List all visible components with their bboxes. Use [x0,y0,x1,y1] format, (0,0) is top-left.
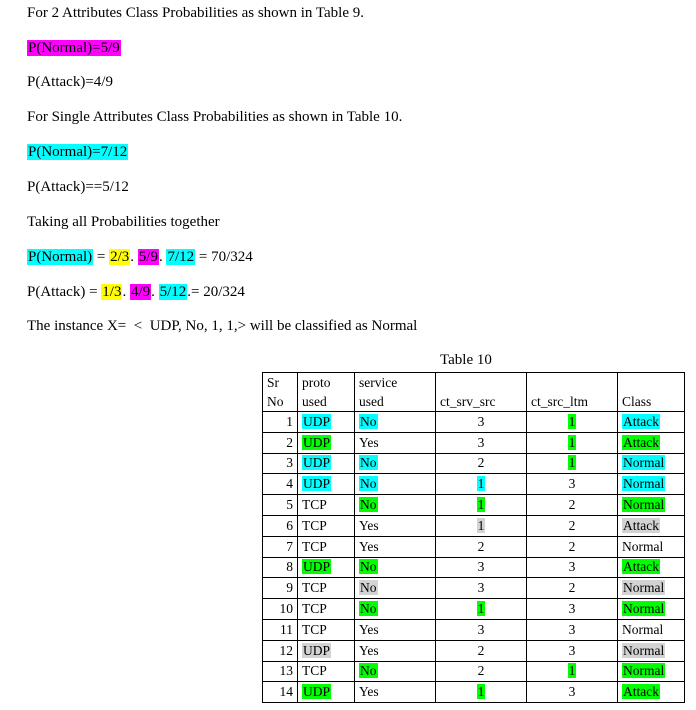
cell-class-text: Attack [623,517,659,533]
cell-class [618,432,685,453]
cell-sr-no-text: 1 [286,413,293,429]
cell-ct-src-ltm-text: 2 [568,580,576,596]
cell-sr-no [263,682,298,703]
factor-2-3: 2/3 [110,249,130,265]
cell-class [618,412,685,433]
cell-sr-no [263,536,298,557]
cell-service [355,682,436,703]
cell-proto [298,474,355,495]
cell-class-text: Normal [622,538,664,554]
cell-service-text: No [360,413,377,429]
cell-class-text: Normal [623,642,665,658]
cell-sr-no [263,432,298,453]
cell-class [618,557,685,578]
cell-proto-text: UDP [303,642,331,658]
cell-ct-src-ltm-text: 3 [568,621,576,637]
cell-proto [298,578,355,599]
table-caption: Table 10 [440,352,492,368]
table-row [263,536,685,557]
p-attack-combined [27,283,245,301]
cell-sr-no [263,515,298,536]
header-proto-used: proto used [298,373,355,412]
cell-ct-src-ltm [527,619,618,640]
cell-ct-srv-src [436,682,527,703]
cell-proto-text: TCP [302,497,327,513]
cell-ct-srv-src [436,599,527,620]
cell-sr-no-text: 7 [286,538,293,554]
table-row [263,453,685,474]
cell-ct-src-ltm [527,640,618,661]
cell-sr-no [263,453,298,474]
cell-ct-srv-src-text: 1 [477,601,485,617]
cell-service-text: No [360,455,377,471]
cell-sr-no [263,557,298,578]
cell-ct-src-ltm [527,536,618,557]
cell-ct-src-ltm-text: 1 [568,413,576,429]
cell-class-text: Attack [623,684,659,700]
cell-service [355,495,436,516]
combine-heading: Taking all Probabilities together [27,214,220,230]
cell-ct-src-ltm-text: 1 [568,434,576,450]
cell-sr-no-text: 8 [286,559,293,575]
cell-ct-srv-src-text: 1 [477,497,485,513]
factor-4-9: 4/9 [130,284,151,300]
cell-ct-srv-src [436,515,527,536]
cell-class-text: Normal [623,476,665,492]
result-attack: .= 20/324 [187,284,245,300]
cell-proto [298,640,355,661]
cell-ct-srv-src-text: 2 [477,642,485,658]
cell-class [618,661,685,682]
cell-service-text: No [360,663,377,679]
cell-proto-text: UDP [303,455,331,471]
header-service-used: service used [355,373,436,412]
cell-service [355,661,436,682]
cell-ct-srv-src-text: 1 [477,684,485,700]
cell-service-text: Yes [359,517,379,533]
cell-proto [298,619,355,640]
cell-proto [298,536,355,557]
cell-proto-text: TCP [302,580,327,596]
cell-service [355,640,436,661]
cell-ct-src-ltm [527,661,618,682]
p-normal-label: P(Normal) [28,249,93,265]
factor-5-12: 5/12 [159,284,187,300]
cell-ct-src-ltm-text: 2 [568,538,576,554]
cell-ct-srv-src [436,474,527,495]
cell-proto-text: UDP [303,684,331,700]
cell-proto-text: UDP [303,434,331,450]
cell-service-text: No [360,580,377,596]
cell-ct-srv-src-text: 3 [477,559,485,575]
cell-sr-no-text: 3 [286,455,293,471]
cell-ct-srv-src [436,578,527,599]
cell-proto [298,495,355,516]
cell-class [618,453,685,474]
cell-class-text: Normal [623,497,665,513]
cell-ct-src-ltm-text: 3 [568,476,576,492]
cell-service [355,474,436,495]
cell-service [355,432,436,453]
cell-sr-no-text: 10 [279,601,293,617]
cell-service [355,536,436,557]
cell-ct-srv-src-text: 1 [477,476,485,492]
cell-ct-srv-src-text: 3 [477,580,485,596]
cell-proto [298,412,355,433]
dot-sep: . [151,284,159,300]
cell-proto [298,432,355,453]
cell-ct-srv-src [436,619,527,640]
cell-ct-srv-src [436,412,527,433]
cell-ct-srv-src-text: 2 [477,455,485,471]
cell-ct-src-ltm [527,682,618,703]
cell-proto [298,599,355,620]
cell-class [618,536,685,557]
cell-ct-srv-src-text: 3 [477,621,485,637]
factor-5-9: 5/9 [138,249,158,265]
cell-sr-no [263,474,298,495]
cell-service [355,557,436,578]
eq-sign: = [93,249,110,265]
table-row [263,578,685,599]
cell-ct-src-ltm-text: 2 [568,497,576,513]
cell-class-text: Normal [623,663,665,679]
cell-sr-no [263,412,298,433]
p-normal-two-attr-text: P(Normal)=5/9 [28,40,120,56]
cell-service-text: No [360,476,377,492]
cell-proto [298,661,355,682]
intro-single-attributes: For Single Attributes Class Probabilities as shown in Table 10. [27,109,403,125]
cell-class-text: Normal [622,621,664,637]
cell-ct-srv-src-text: 1 [477,517,485,533]
table-row [263,557,685,578]
cell-service [355,578,436,599]
cell-sr-no [263,599,298,620]
table-row [263,682,685,703]
cell-sr-no [263,640,298,661]
cell-ct-srv-src-text: 2 [477,538,485,554]
cell-service-text: No [360,497,377,513]
cell-sr-no [263,619,298,640]
factor-1-3: 1/3 [102,284,122,300]
dot-sep: . [130,249,138,265]
cell-proto-text: TCP [302,538,327,554]
factor-7-12: 7/12 [167,249,195,265]
cell-ct-src-ltm [527,412,618,433]
cell-class-text: Attack [623,413,659,429]
cell-proto [298,453,355,474]
cell-proto [298,515,355,536]
header-sr-no: Sr No [263,373,298,412]
cell-proto-text: UDP [303,476,331,492]
header-ct-src-ltm: ct_src_ltm [527,373,618,412]
cell-ct-srv-src [436,661,527,682]
table-row [263,619,685,640]
cell-proto-text: UDP [303,559,331,575]
p-normal-combined [27,248,253,266]
table-row [263,495,685,516]
p-normal-two-attr [27,39,121,57]
cell-ct-src-ltm-text: 3 [568,601,576,617]
cell-ct-src-ltm [527,515,618,536]
p-attack-single-attr: P(Attack)==5/12 [27,179,129,195]
cell-sr-no-text: 4 [286,476,293,492]
cell-sr-no-text: 14 [279,684,293,700]
cell-sr-no-text: 11 [280,621,293,637]
cell-class [618,495,685,516]
cell-ct-src-ltm-text: 1 [568,455,576,471]
cell-ct-srv-src [436,557,527,578]
p-attack-two-attr: P(Attack)=4/9 [27,74,113,90]
cell-service-text: Yes [359,538,379,554]
cell-proto-text: TCP [302,663,327,679]
cell-ct-src-ltm-text: 3 [568,559,576,575]
cell-ct-srv-src-text: 3 [477,434,485,450]
cell-ct-src-ltm [527,557,618,578]
cell-proto-text: TCP [302,601,327,617]
cell-service-text: No [360,559,377,575]
cell-sr-no [263,495,298,516]
cell-class-text: Normal [623,601,665,617]
data-table [262,372,685,703]
cell-class [618,640,685,661]
header-class: Class [618,373,685,412]
cell-proto-text: TCP [302,621,327,637]
cell-service-text: Yes [359,621,379,637]
cell-ct-srv-src [436,432,527,453]
cell-ct-srv-src-text: 3 [477,413,485,429]
cell-service-text: No [360,601,377,617]
header-ct-srv-src: ct_srv_src [436,373,527,412]
cell-proto-text: TCP [302,517,327,533]
table-row [263,432,685,453]
cell-proto [298,557,355,578]
cell-sr-no-text: 13 [279,663,293,679]
cell-ct-src-ltm-text: 3 [568,684,576,700]
cell-class [618,515,685,536]
cell-ct-srv-src [436,453,527,474]
cell-service-text: Yes [359,684,379,700]
cell-ct-src-ltm-text: 3 [568,642,576,658]
table-header-row [263,373,685,412]
cell-service [355,515,436,536]
cell-ct-srv-src [436,536,527,557]
cell-proto-text: UDP [303,413,331,429]
dot-sep: . [122,284,130,300]
table-row [263,412,685,433]
cell-sr-no-text: 12 [279,642,293,658]
cell-service [355,412,436,433]
table-row [263,661,685,682]
cell-sr-no [263,578,298,599]
p-normal-single-attr-text: P(Normal)=7/12 [28,144,128,160]
cell-sr-no-text: 5 [286,497,293,513]
result-normal: = 70/324 [195,249,253,265]
cell-class-text: Normal [623,580,665,596]
cell-ct-srv-src [436,495,527,516]
cell-ct-srv-src-text: 2 [477,663,485,679]
instance-conclusion: The instance X= < UDP, No, 1, 1,> will be classified as Normal [27,318,418,334]
table-row [263,640,685,661]
cell-class [618,599,685,620]
cell-proto [298,682,355,703]
cell-class-text: Attack [623,434,659,450]
cell-class [618,578,685,599]
dot-sep: . [158,249,167,265]
cell-class-text: Attack [623,559,659,575]
cell-service [355,619,436,640]
cell-ct-src-ltm [527,432,618,453]
cell-service [355,599,436,620]
cell-ct-src-ltm [527,495,618,516]
cell-sr-no-text: 9 [286,580,293,596]
cell-service-text: Yes [359,434,379,450]
table-row [263,515,685,536]
cell-ct-src-ltm-text: 2 [568,517,576,533]
cell-ct-src-ltm [527,474,618,495]
cell-class [618,682,685,703]
cell-ct-src-ltm [527,453,618,474]
cell-class [618,619,685,640]
cell-sr-no-text: 6 [286,517,293,533]
cell-service [355,453,436,474]
table-row [263,474,685,495]
table-row [263,599,685,620]
cell-ct-srv-src [436,640,527,661]
intro-two-attributes: For 2 Attributes Class Probabilities as shown in Table 9. [27,5,364,21]
cell-sr-no-text: 2 [286,434,293,450]
p-normal-single-attr [27,143,128,161]
cell-ct-src-ltm-text: 1 [568,663,576,679]
cell-ct-src-ltm [527,578,618,599]
p-attack-label: P(Attack) = [27,284,102,300]
cell-class [618,474,685,495]
cell-service-text: Yes [359,642,379,658]
cell-sr-no [263,661,298,682]
cell-class-text: Normal [623,455,665,471]
cell-ct-src-ltm [527,599,618,620]
